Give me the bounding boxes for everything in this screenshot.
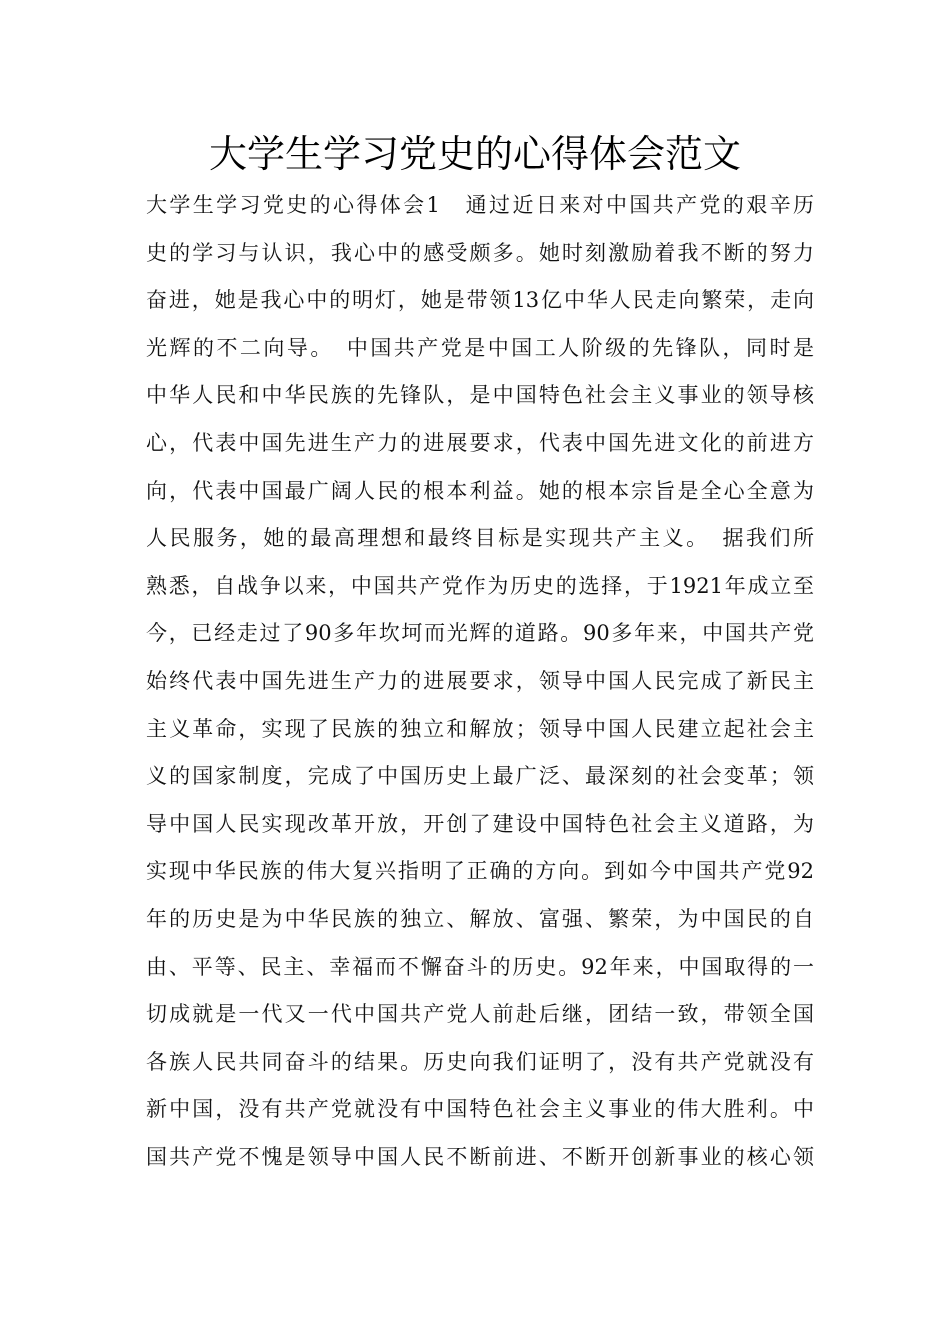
body-line: 心，代表中国先进生产力的进展要求，代表中国先进文化的前进方 — [146, 430, 814, 455]
body-line: 国共产党不愧是领导中国人民不断前进、不断开创新事业的核心领 — [146, 1144, 814, 1169]
body-line: 奋进，她是我心中的明灯，她是带领13亿中华人民走向繁荣，走向 — [146, 288, 814, 313]
body-line: 年的历史是为中华民族的独立、解放、富强、繁荣，为中国民的自 — [146, 906, 814, 931]
body-line: 熟悉，自战争以来，中国共产党作为历史的选择，于1921年成立至 — [146, 573, 814, 598]
body-line: 始终代表中国先进生产力的进展要求，领导中国人民完成了新民主 — [146, 668, 814, 693]
body-line: 人民服务，她的最高理想和最终目标是实现共产主义。 据我们所 — [146, 526, 814, 551]
body-line: 主义革命，实现了民族的独立和解放；领导中国人民建立起社会主 — [146, 716, 814, 741]
body-line: 义的国家制度，完成了中国历史上最广泛、最深刻的社会变革；领 — [146, 764, 814, 789]
body-line: 中华人民和中华民族的先锋队，是中国特色社会主义事业的领导核 — [146, 383, 814, 408]
body-line: 切成就是一代又一代中国共产党人前赴后继，团结一致，带领全国 — [146, 1002, 814, 1027]
document-title: 大学生学习党史的心得体会范文 — [208, 132, 741, 176]
body-line: 今，已经走过了90多年坎坷而光辉的道路。90多年来，中国共产党 — [146, 621, 814, 646]
body-line: 向，代表中国最广阔人民的根本利益。她的根本宗旨是全心全意为 — [146, 478, 814, 503]
body-line: 各族人民共同奋斗的结果。历史向我们证明了，没有共产党就没有 — [146, 1049, 814, 1074]
body-line: 由、平等、民主、幸福而不懈奋斗的历史。92年来，中国取得的一 — [146, 954, 814, 979]
body-line: 实现中华民族的伟大复兴指明了正确的方向。到如今中国共产党92 — [146, 859, 814, 884]
body-line: 光辉的不二向导。 中国共产党是中国工人阶级的先锋队，同时是 — [146, 335, 814, 360]
body-line: 导中国人民实现改革开放，开创了建设中国特色社会主义道路，为 — [146, 811, 814, 836]
body-line: 史的学习与认识，我心中的感受颇多。她时刻激励着我不断的努力 — [146, 240, 814, 265]
body-line: 新中国，没有共产党就没有中国特色社会主义事业的伟大胜利。中 — [146, 1097, 814, 1122]
document-body — [146, 182, 814, 1181]
body-line: 大学生学习党史的心得体会1 通过近日来对中国共产党的艰辛历 — [146, 193, 814, 217]
